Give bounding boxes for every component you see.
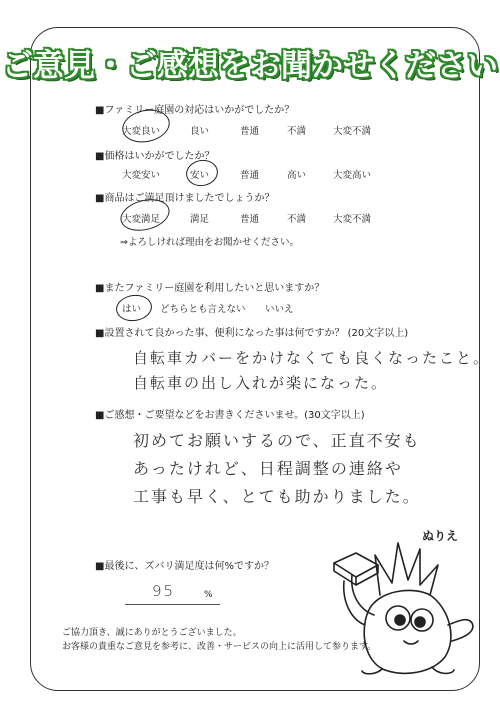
option-dissatisfied[interactable]: 不満 xyxy=(287,214,307,225)
option-very-expensive[interactable]: 大変高い xyxy=(333,170,372,181)
satisfaction-unit: % xyxy=(204,590,213,600)
satisfaction-value: 95 xyxy=(152,582,176,600)
satisfaction-underline xyxy=(125,604,220,605)
survey-title: ご意見・ご感想をお聞かせください xyxy=(2,48,498,84)
option-normal[interactable]: 普通 xyxy=(240,214,260,225)
option-very-good[interactable]: 大変良い xyxy=(122,126,161,137)
option-neither[interactable]: どちらとも言えない xyxy=(160,304,246,315)
option-dissatisfied[interactable]: 不満 xyxy=(287,126,307,137)
question-product: ■商品はご満足頂けましたでしょうか？ xyxy=(95,193,275,204)
footer-thanks: ご協力頂き、誠にありがとうございました。 xyxy=(62,628,242,638)
mascot-label: ぬりえ xyxy=(422,529,459,543)
question-price: ■価格はいかがでしたか？ xyxy=(95,151,215,162)
feedback-answer-line: あったけれど、日程調整の連絡や xyxy=(133,459,403,478)
option-yes[interactable]: はい xyxy=(122,304,142,315)
reason-note: ⇒よろしければ理由をお聞かせください。 xyxy=(120,237,299,248)
option-cheap[interactable]: 安い xyxy=(190,170,210,181)
option-satisfied[interactable]: 満足 xyxy=(190,214,210,225)
option-very-satisfied[interactable]: 大変満足 xyxy=(122,214,161,225)
option-very-cheap[interactable]: 大変安い xyxy=(122,170,161,181)
option-very-dissatisfied[interactable]: 大変不満 xyxy=(333,126,372,137)
option-good[interactable]: 良い xyxy=(190,126,210,137)
option-expensive[interactable]: 高い xyxy=(287,170,307,181)
question-reuse: ■またファミリー庭園を利用したいと思いますか？ xyxy=(95,283,325,294)
question-service: ■ファミリー庭園の対応はいかがでしたか？ xyxy=(95,105,295,116)
benefit-answer-line: 自転車カバーをかけなくても良くなったこと。 xyxy=(133,349,491,367)
feedback-answer-line: 初めてお願いするので、正直不安も xyxy=(133,431,421,450)
benefit-answer-line: 自転車の出し入れが楽になった。 xyxy=(133,374,389,392)
question-feedback: ■ご感想・ご要望などをお書きくださいませ。(30文字以上) xyxy=(95,410,365,421)
option-normal[interactable]: 普通 xyxy=(240,126,260,137)
option-normal[interactable]: 普通 xyxy=(240,170,260,181)
question-satisfaction: ■最後に、ズバリ満足度は何%ですか？ xyxy=(95,561,274,572)
option-very-dissatisfied[interactable]: 大変不満 xyxy=(333,214,372,225)
option-no[interactable]: いいえ xyxy=(265,304,294,315)
footer-note: お客様の貴重なご意見を参考に、改善・サービスの向上に活用して参ります。 xyxy=(62,642,377,652)
feedback-answer-line: 工事も早く、とても助かりました。 xyxy=(133,487,421,506)
question-benefit: ■設置されて良かった事、便利になった事は何ですか？ (20文字以上) xyxy=(95,328,409,339)
mascot-illustration xyxy=(320,525,480,680)
